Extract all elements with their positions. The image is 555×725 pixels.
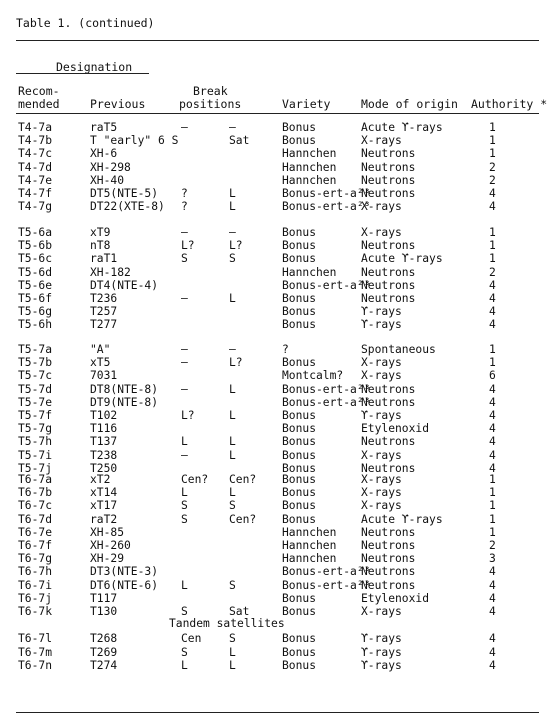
cell-break-1: Cen? <box>181 473 209 486</box>
table-row <box>0 239 555 252</box>
cell-previous: T117 <box>90 591 118 605</box>
cell-authority: 1 <box>489 525 496 539</box>
cell-recommended: T6-7e <box>18 525 53 539</box>
cell-previous: DT4(NTE-4) <box>90 278 159 292</box>
table-row <box>0 422 555 435</box>
cell-authority: 4 <box>489 565 496 579</box>
table-row <box>0 369 555 382</box>
cell-mode: Etylenoxid <box>361 422 430 436</box>
cell-authority: 4 <box>489 382 496 396</box>
cell-recommended: T5-6b <box>18 239 53 253</box>
cell-break-2: L <box>229 187 236 200</box>
cell-mode: X-rays <box>361 486 402 500</box>
cell-recommended: T5-6h <box>18 318 53 332</box>
cell-break-2: – <box>229 226 236 239</box>
cell-break-2: L <box>229 292 236 305</box>
cell-variety: Bonus-ert-a²³ <box>282 565 371 579</box>
cell-variety: Hannchen <box>282 525 337 539</box>
cell-mode: Neutrons <box>361 265 416 279</box>
table-row <box>0 449 555 462</box>
cell-mode: Neutrons <box>361 565 416 579</box>
cell-previous: T102 <box>90 409 118 422</box>
cell-mode: Neutrons <box>361 173 416 187</box>
cell-previous: T274 <box>90 658 118 672</box>
cell-recommended: T4-7a <box>18 121 53 134</box>
cell-previous: XH-182 <box>90 265 131 279</box>
table-row <box>0 226 555 239</box>
cell-authority: 4 <box>489 632 496 646</box>
cell-variety: Bonus <box>282 461 317 475</box>
table-row <box>0 435 555 448</box>
header-authority: Authority * <box>471 97 548 111</box>
cell-previous: xT2 <box>90 473 111 486</box>
cell-mode: Acute ϒ-rays <box>361 512 443 526</box>
cell-mode: Neutrons <box>361 461 416 475</box>
cell-authority: 4 <box>489 292 496 305</box>
cell-recommended: T5-6c <box>18 252 53 266</box>
cell-previous: xT9 <box>90 226 111 239</box>
cell-recommended: T6-7d <box>18 512 53 526</box>
cell-previous: DT5(NTE-5) <box>90 187 159 200</box>
cell-previous: T130 <box>90 605 118 618</box>
cell-break-2: L <box>229 448 236 462</box>
cell-authority: 2 <box>489 539 496 552</box>
cell-variety: Bonus <box>282 252 317 266</box>
cell-previous: T137 <box>90 435 118 449</box>
cell-mode: Spontaneous <box>361 343 436 356</box>
cell-variety: Hannchen <box>282 160 337 174</box>
table-row <box>0 605 555 618</box>
bottom-rule <box>16 712 539 713</box>
cell-variety: Bonus <box>282 658 317 672</box>
cell-variety: Bonus <box>282 239 317 253</box>
cell-recommended: T5-6d <box>18 265 53 279</box>
cell-mode: X-rays <box>361 356 402 370</box>
cell-break-2: S <box>229 632 236 646</box>
table-row <box>0 552 555 565</box>
cell-mode: ϒ-rays <box>361 632 402 646</box>
cell-recommended: T4-7g <box>18 200 53 214</box>
cell-recommended: T5-6f <box>18 292 53 305</box>
cell-authority: 4 <box>489 409 496 422</box>
cell-break-2: Sat <box>229 134 250 148</box>
cell-variety: Hannchen <box>282 265 337 279</box>
cell-authority: 4 <box>489 658 496 672</box>
header-previous: Previous <box>90 97 146 111</box>
cell-variety: Bonus <box>282 473 317 486</box>
cell-previous: XH-40 <box>90 173 125 187</box>
table-row <box>0 318 555 331</box>
cell-variety: Bonus-ert-a²³ <box>282 278 371 292</box>
table-row <box>0 343 555 356</box>
cell-break-2: S <box>229 252 236 266</box>
cell-variety: Bonus <box>282 512 317 526</box>
cell-mode: ϒ-rays <box>361 658 402 672</box>
table-row <box>0 409 555 422</box>
cell-break-2: – <box>229 121 236 134</box>
cell-authority: 1 <box>489 343 496 356</box>
cell-mode: X-rays <box>361 369 402 383</box>
cell-break-1: ? <box>181 187 188 200</box>
designation-underline <box>16 73 149 74</box>
cell-variety: Bonus <box>282 591 317 605</box>
table-row <box>0 499 555 512</box>
cell-authority: 4 <box>489 605 496 618</box>
cell-recommended: T5-7i <box>18 448 53 462</box>
cell-recommended: T4-7c <box>18 147 53 161</box>
cell-variety: Bonus <box>282 422 317 436</box>
cell-recommended: T4-7b <box>18 134 53 148</box>
cell-previous: T236 <box>90 292 118 305</box>
cell-authority: 1 <box>489 239 496 253</box>
cell-break-1: S <box>181 252 188 266</box>
cell-mode: X-rays <box>361 473 402 486</box>
cell-previous: DT3(NTE-3) <box>90 565 159 579</box>
cell-previous: T269 <box>90 645 118 659</box>
cell-variety: Bonus <box>282 318 317 332</box>
cell-authority: 2 <box>489 173 496 187</box>
cell-break-1: – <box>181 343 188 356</box>
cell-variety: Bonus-ert-a²³ <box>282 187 371 200</box>
cell-authority: 1 <box>489 473 496 486</box>
cell-mode: Neutrons <box>361 539 416 552</box>
header-rule <box>16 113 539 114</box>
cell-authority: 1 <box>489 486 496 500</box>
cell-variety: ? <box>282 343 289 356</box>
cell-break-1: Cen <box>181 632 202 646</box>
table-row <box>0 632 555 645</box>
table-row <box>0 646 555 659</box>
cell-mode: Acute ϒ-rays <box>361 252 443 266</box>
cell-authority: 4 <box>489 318 496 332</box>
table-row <box>0 539 555 552</box>
top-rule <box>16 40 539 41</box>
designation-label: Designation <box>56 60 133 74</box>
table-row <box>0 565 555 578</box>
cell-previous: T116 <box>90 422 118 436</box>
cell-variety: Bonus <box>282 435 317 449</box>
cell-recommended: T4-7e <box>18 173 53 187</box>
table-caption: Table 1. (continued) <box>16 16 155 30</box>
cell-break-1: L <box>181 658 188 672</box>
cell-previous: XH-298 <box>90 160 131 174</box>
cell-mode: Neutrons <box>361 382 416 396</box>
cell-previous: T268 <box>90 632 118 646</box>
cell-authority: 4 <box>489 305 496 319</box>
cell-recommended: T5-7h <box>18 435 53 449</box>
cell-previous: DT6(NTE-6) <box>90 578 159 592</box>
cell-break-1: L <box>181 486 188 500</box>
cell-variety: Bonus <box>282 121 317 134</box>
cell-authority: 1 <box>489 356 496 370</box>
cell-mode: Neutrons <box>361 552 416 566</box>
cell-variety: Bonus <box>282 499 317 513</box>
cell-break-2: L <box>229 645 236 659</box>
cell-variety: Bonus <box>282 645 317 659</box>
cell-recommended: T4-7d <box>18 160 53 174</box>
cell-previous: T238 <box>90 448 118 462</box>
table-row <box>0 187 555 200</box>
cell-previous: XH-260 <box>90 539 131 552</box>
table-row <box>0 279 555 292</box>
cell-previous: T250 <box>90 461 118 475</box>
cell-previous: XH-6 <box>90 147 118 161</box>
cell-break-1: ? <box>181 200 188 214</box>
cell-authority: 1 <box>489 499 496 513</box>
cell-break-2: L <box>229 658 236 672</box>
cell-recommended: T6-7j <box>18 591 53 605</box>
cell-recommended: T5-7b <box>18 356 53 370</box>
cell-previous: xT5 <box>90 356 111 370</box>
cell-mode: Etylenoxid <box>361 591 430 605</box>
header-variety: Variety <box>282 97 331 111</box>
cell-previous: XH-85 <box>90 525 125 539</box>
cell-previous: T257 <box>90 305 118 319</box>
cell-mode: Acute ϒ-rays <box>361 121 443 134</box>
cell-recommended: T6-7f <box>18 539 53 552</box>
table-row <box>0 305 555 318</box>
table-row <box>0 592 555 605</box>
table-row <box>0 252 555 265</box>
cell-authority: 4 <box>489 591 496 605</box>
cell-previous: nT8 <box>90 239 111 253</box>
cell-variety: Bonus-ert-a²³ <box>282 382 371 396</box>
cell-previous: raT2 <box>90 512 118 526</box>
table-row <box>0 579 555 592</box>
cell-recommended: T6-7h <box>18 565 53 579</box>
cell-break-2: – <box>229 343 236 356</box>
cell-recommended: T6-7a <box>18 473 53 486</box>
cell-mode: X-rays <box>361 134 402 148</box>
cell-previous: T "early" 6 S <box>90 134 179 148</box>
table-row <box>0 147 555 160</box>
cell-authority: 1 <box>489 121 496 134</box>
table-row <box>0 292 555 305</box>
table-row <box>0 526 555 539</box>
cell-variety: Bonus <box>282 356 317 370</box>
cell-previous: DT9(NTE-8) <box>90 395 159 409</box>
header-break-2: positions <box>179 97 242 111</box>
table-row <box>0 134 555 147</box>
table-row <box>0 659 555 672</box>
cell-recommended: T4-7f <box>18 187 53 200</box>
cell-variety: Bonus-ert-a²³ <box>282 395 371 409</box>
cell-authority: 1 <box>489 512 496 526</box>
cell-break-1: – <box>181 382 188 396</box>
cell-previous: "A" <box>90 343 111 356</box>
table-row <box>0 383 555 396</box>
cell-break-1: S <box>181 645 188 659</box>
cell-mode: Neutrons <box>361 395 416 409</box>
cell-mode: ϒ-rays <box>361 409 402 422</box>
cell-previous: XH-29 <box>90 552 125 566</box>
cell-authority: 1 <box>489 226 496 239</box>
cell-break-1: L? <box>181 239 195 253</box>
cell-break-2: L? <box>229 356 243 370</box>
cell-mode: ϒ-rays <box>361 305 402 319</box>
cell-authority: 4 <box>489 278 496 292</box>
cell-variety: Bonus <box>282 134 317 148</box>
cell-recommended: T6-7b <box>18 486 53 500</box>
cell-break-2: S <box>229 578 236 592</box>
cell-authority: 4 <box>489 187 496 200</box>
cell-authority: 4 <box>489 422 496 436</box>
cell-mode: Neutrons <box>361 435 416 449</box>
cell-authority: 2 <box>489 265 496 279</box>
cell-mode: Neutrons <box>361 160 416 174</box>
cell-authority: 1 <box>489 147 496 161</box>
table-row <box>0 121 555 134</box>
cell-authority: 4 <box>489 200 496 214</box>
cell-authority: 1 <box>489 134 496 148</box>
cell-recommended: T6-7g <box>18 552 53 566</box>
cell-mode: Neutrons <box>361 525 416 539</box>
cell-authority: 2 <box>489 160 496 174</box>
cell-authority: 4 <box>489 645 496 659</box>
cell-previous: xT17 <box>90 499 118 513</box>
cell-variety: Bonus <box>282 305 317 319</box>
cell-authority: 4 <box>489 395 496 409</box>
cell-variety: Bonus-ert-a²³ <box>282 578 371 592</box>
cell-previous: 7031 <box>90 369 118 383</box>
cell-break-1: S <box>181 499 188 513</box>
cell-variety: Hannchen <box>282 173 337 187</box>
cell-variety: Hannchen <box>282 552 337 566</box>
cell-mode: Neutrons <box>361 147 416 161</box>
cell-variety: Bonus <box>282 226 317 239</box>
table-row <box>0 486 555 499</box>
cell-break-2: L <box>229 486 236 500</box>
cell-recommended: T5-7f <box>18 409 53 422</box>
cell-recommended: T5-7e <box>18 395 53 409</box>
cell-recommended: T6-7k <box>18 605 53 618</box>
cell-authority: 4 <box>489 435 496 449</box>
cell-recommended: T6-7m <box>18 645 53 659</box>
cell-mode: X-rays <box>361 499 402 513</box>
cell-recommended: T6-7l <box>18 632 53 646</box>
cell-break-2: S <box>229 499 236 513</box>
cell-authority: 1 <box>489 252 496 266</box>
cell-variety: Montcalm? <box>282 369 344 383</box>
header-break-1: Break <box>193 84 228 98</box>
subheading-tandem-satellites: Tandem satellites <box>169 617 285 631</box>
cell-break-2: L? <box>229 239 243 253</box>
cell-break-1: S <box>181 605 188 618</box>
cell-mode: X-rays <box>361 226 402 239</box>
cell-mode: Neutrons <box>361 292 416 305</box>
cell-mode: Neutrons <box>361 187 416 200</box>
cell-recommended: T5-7d <box>18 382 53 396</box>
cell-variety: Bonus-ert-a²³ <box>282 200 371 214</box>
cell-previous: raT5 <box>90 121 118 134</box>
cell-mode: ϒ-rays <box>361 645 402 659</box>
table-row <box>0 200 555 213</box>
cell-previous: T277 <box>90 318 118 332</box>
cell-break-1: – <box>181 356 188 370</box>
cell-variety: Bonus <box>282 486 317 500</box>
cell-authority: 6 <box>489 369 496 383</box>
cell-recommended: T5-7c <box>18 369 53 383</box>
table-row <box>0 174 555 187</box>
cell-recommended: T5-6e <box>18 278 53 292</box>
cell-mode: Neutrons <box>361 239 416 253</box>
cell-previous: xT14 <box>90 486 118 500</box>
cell-variety: Hannchen <box>282 539 337 552</box>
header-mode-of-origin: Mode of origin <box>361 97 458 111</box>
cell-mode: X-rays <box>361 448 402 462</box>
cell-variety: Bonus <box>282 632 317 646</box>
header-recommended-1: Recom- <box>18 84 60 98</box>
cell-break-2: Cen? <box>229 473 257 486</box>
cell-authority: 3 <box>489 552 496 566</box>
cell-break-2: L <box>229 382 236 396</box>
cell-variety: Hannchen <box>282 147 337 161</box>
cell-authority: 4 <box>489 448 496 462</box>
cell-variety: Bonus <box>282 409 317 422</box>
cell-break-1: S <box>181 512 188 526</box>
cell-mode: ϒ-rays <box>361 318 402 332</box>
cell-break-2: L <box>229 409 236 422</box>
cell-break-1: – <box>181 121 188 134</box>
cell-break-1: – <box>181 448 188 462</box>
cell-recommended: T5-7g <box>18 422 53 436</box>
cell-break-2: L <box>229 435 236 449</box>
table-row <box>0 266 555 279</box>
cell-variety: Bonus <box>282 605 317 618</box>
cell-break-1: L? <box>181 409 195 422</box>
cell-previous: DT22(XTE-8) <box>90 200 165 214</box>
cell-break-1: L <box>181 578 188 592</box>
table-row <box>0 473 555 486</box>
cell-variety: Bonus <box>282 448 317 462</box>
cell-break-1: – <box>181 226 188 239</box>
cell-previous: raT1 <box>90 252 118 266</box>
cell-authority: 4 <box>489 578 496 592</box>
cell-break-2: L <box>229 200 236 214</box>
cell-recommended: T6-7i <box>18 578 53 592</box>
cell-mode: Neutrons <box>361 578 416 592</box>
header-recommended-2: mended <box>18 97 60 111</box>
cell-previous: DT8(NTE-8) <box>90 382 159 396</box>
cell-mode: X-rays <box>361 605 402 618</box>
table-row <box>0 161 555 174</box>
table-row <box>0 396 555 409</box>
cell-mode: Neutrons <box>361 278 416 292</box>
table-row <box>0 356 555 369</box>
cell-mode: X-rays <box>361 200 402 214</box>
cell-break-1: – <box>181 292 188 305</box>
cell-recommended: T5-7j <box>18 461 53 475</box>
cell-recommended: T5-6g <box>18 305 53 319</box>
cell-variety: Bonus <box>282 292 317 305</box>
cell-recommended: T5-7a <box>18 343 53 356</box>
cell-break-2: Cen? <box>229 512 257 526</box>
table-row <box>0 513 555 526</box>
cell-recommended: T5-6a <box>18 226 53 239</box>
cell-authority: 4 <box>489 461 496 475</box>
cell-break-1: L <box>181 435 188 449</box>
cell-recommended: T6-7c <box>18 499 53 513</box>
cell-break-2: Sat <box>229 605 250 618</box>
cell-recommended: T6-7n <box>18 658 53 672</box>
